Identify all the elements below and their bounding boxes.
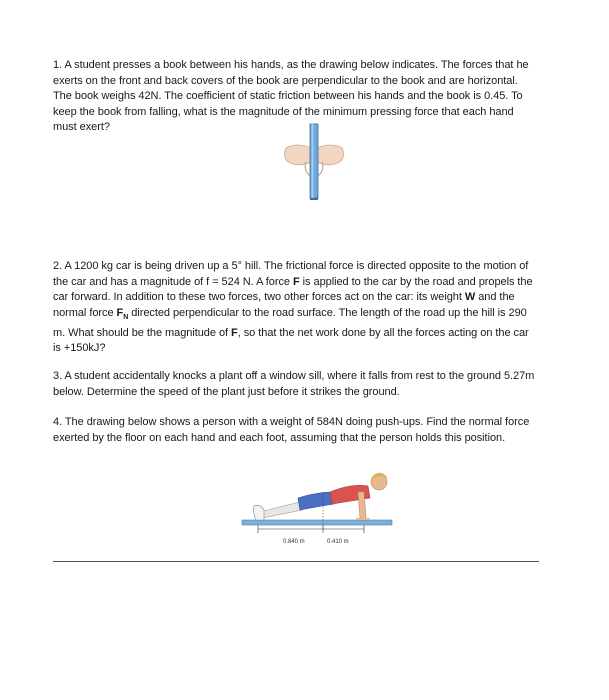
- floor: [242, 520, 392, 525]
- problem-1: 1. A student presses a book between his hands, as the drawing below indicates. The forces that he exerts on the front and back covers of the book are perpendicular to the book and are horizontal. The book weighs 42N. The coefficient of static friction between his hands and the book is 0.45. To keep the book from falling, what is the magnitude of the minimum pressing force that each hand must exert?: [53, 59, 529, 134]
- normal-force-symbol: $F_N$: [116, 306, 129, 321]
- left-hand: [285, 145, 312, 165]
- force-F-symbol: F: [231, 326, 238, 339]
- dimension-label-cg-to-hands: 0.410 m: [327, 539, 349, 545]
- problem-4: 4. The drawing below shows a person with a weight of 584N doing push-ups. Find the normal force exerted by the floor on each hand and each foot, assuming that the person holds this position.: [53, 416, 530, 444]
- problem-3: 3. A student accidentally knocks a plant off a window sill, where it falls from rest to the ground 5.27m below. Determine the speed of the plant just before it strikes the ground.: [53, 370, 535, 398]
- shorts: [298, 492, 334, 510]
- weight-W-symbol: W: [464, 291, 476, 304]
- book: [310, 124, 318, 198]
- force-F-symbol: F: [292, 275, 300, 288]
- horizontal-divider: [53, 561, 539, 562]
- hands-pressing-book-figure: [282, 122, 346, 200]
- pushup-person-figure: [240, 462, 400, 554]
- shoes: [254, 505, 264, 520]
- dimension-label-feet-to-cg: 0.840 m: [283, 539, 305, 545]
- problem-2: 2. A 1200 kg car is being driven up a 5° hill. The frictional force is directed opposite to the motion of the car and has a magnitude of f = 524 N. A force F is applied to the car by the road and propels the car forward. In addition to these two forces, two other forces act on the car: its weight W and the normal force $F_N$ directed perpendicular to the road surface. The length of the road up the hill is 290 m. What should be the magnitude of F, so that the net work done by all the forces acting on the car is +150kJ?: [53, 260, 533, 355]
- legs: [260, 502, 302, 518]
- right-hand: [317, 145, 344, 165]
